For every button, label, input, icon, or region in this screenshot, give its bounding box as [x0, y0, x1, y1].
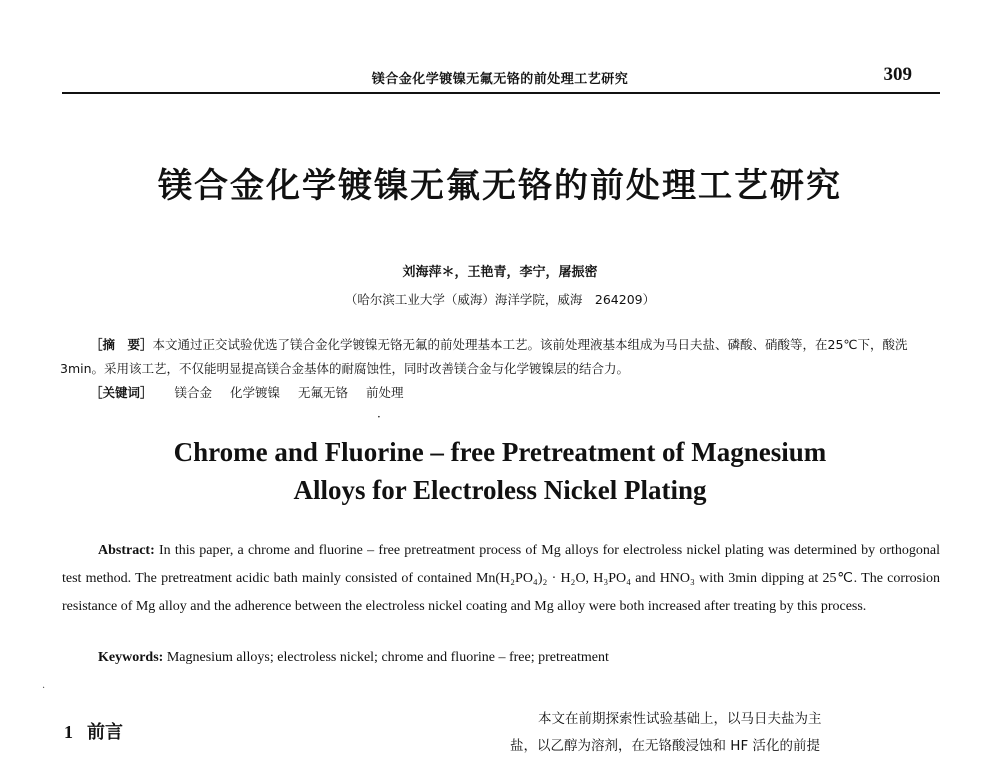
- chinese-keywords: [90, 381, 940, 405]
- chinese-keywords-label: ［关键词］: [90, 385, 153, 400]
- english-title-line-2: Alloys for Electroless Nickel Plating: [293, 475, 707, 505]
- english-keywords: [98, 650, 940, 666]
- authors: 刘海萍＊，王艳青，李宁，屠振密: [402, 265, 598, 280]
- chinese-keyword: 无氟无铬: [297, 385, 348, 400]
- body-line-2: 盐，以乙醇为溶剂，在无铬酸浸蚀和 HF 活化的前提: [510, 738, 820, 754]
- center-dot: ·: [377, 410, 381, 424]
- english-abstract: [62, 537, 940, 621]
- english-keywords-label: Keywords:: [98, 650, 164, 665]
- english-title-line-1: Chrome and Fluorine – free Pretreatment of Magnesium: [173, 437, 827, 467]
- english-abstract-text-1: In this paper, a chrome and fluorine – free pretreatment process of Mg alloys for electroless nickel plating was determined by orthogonal test method. The pretreatment acidic bath mainly consisted of contained: [62, 543, 940, 586]
- section-title: 前言: [87, 722, 123, 743]
- section-number: 1: [64, 722, 73, 742]
- chinese-keyword: 前处理: [365, 385, 404, 400]
- english-abstract-text-2: and HNO₃ with 3min dipping at 25℃. The corrosion resistance of Mg alloy and the adherence between the electroless nickel coating and Mg alloy were both increased after treating by this process.: [62, 571, 940, 614]
- margin-dot: ·: [42, 683, 46, 694]
- section-heading: [64, 718, 123, 744]
- affiliation: （哈尔滨工业大学（威海）海洋学院，威海 264209）: [344, 292, 656, 307]
- english-keywords-text: Magnesium alloys; electroless nickel; chrome and fluorine – free; pretreatment: [163, 650, 609, 665]
- right-column-text: [510, 706, 942, 760]
- chinese-abstract-text: 本文通过正交试验优选了镁合金化学镀镍无铬无氟的前处理基本工艺。该前处理液基本组成为马日夫盐、磷酸、硝酸等，在25℃下，酸洗3min。采用该工艺，不仅能明显提高镁合金基体的耐腐蚀性，同时改善镁合金与化学镀镍层的结合力。: [60, 337, 908, 376]
- english-title: [60, 433, 940, 509]
- body-line-1: 本文在前期探索性试验基础上，以马日夫盐为主: [538, 711, 822, 727]
- page-number: 309: [883, 64, 912, 85]
- chinese-abstract: [60, 333, 940, 381]
- chemical-formula: Mn(H₂PO₄)₂ · H₂O, H₃PO₄: [475, 571, 632, 586]
- running-title: 镁合金化学镀镍无氟无铬的前处理工艺研究: [371, 72, 629, 87]
- chinese-keyword: 镁合金: [174, 385, 212, 400]
- running-header: [60, 62, 940, 92]
- header-rule: [62, 92, 940, 94]
- chinese-abstract-label: ［摘 要］: [90, 337, 153, 352]
- chinese-keyword: 化学镀镍: [229, 385, 280, 400]
- chinese-title: 镁合金化学镀镍无氟无铬的前处理工艺研究: [158, 166, 842, 206]
- english-abstract-label: Abstract:: [98, 543, 155, 558]
